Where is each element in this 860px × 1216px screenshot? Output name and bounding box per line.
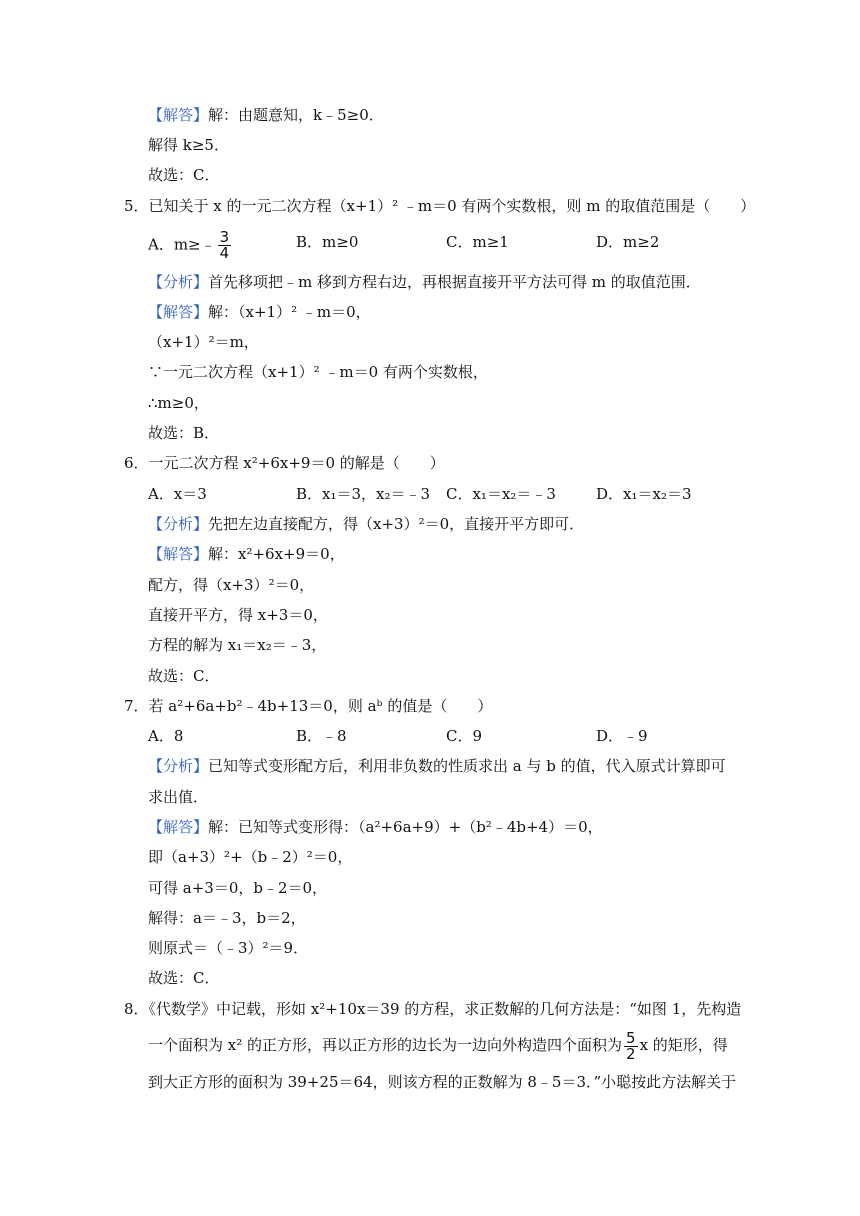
q7-stem: 7．若 a²+6a+b²﹣4b+13＝0，则 aᵇ 的值是（ ） [124,697,493,715]
q6-option-a: A．x＝3 [148,485,207,503]
q4-solve-line: 解得 k≥5． [148,136,229,154]
q6-step-line: 配方，得（x+3）²＝0， [148,576,315,594]
q6-step-line: 方程的解为 x₁＝x₂＝﹣3， [148,636,327,654]
q6-option-b: B．x₁＝3，x₂＝﹣3 [296,485,431,503]
q8-line-3: 到大正方形的面积为 39+25＝64，则该方程的正数解为 8﹣5＝3．”小聪按此方法解关于 [148,1073,737,1091]
answer-tag: 【解答】 [148,303,209,321]
q7-step-line: 可得 a+3＝0，b﹣2＝0， [148,879,328,897]
q8-line-2 [148,1028,728,1063]
q4-answer-line [148,105,384,125]
answer-tag: 【解答】 [148,818,209,836]
q8-line-1: 8．《代数学》中记载，形如 x²+10x＝39 的方程，求正数解的几何方法是：“如图 1，先构造 [124,1000,742,1018]
q5-step-line: ∵一元二次方程（x+1）² ﹣m＝0 有两个实数根， [148,363,488,381]
q4-choose-line: 故选：C． [148,166,220,184]
q6-option-d: D．x₁＝x₂＝3 [596,485,692,503]
q5-analysis-text: 首先移项把﹣m 移到方程右边，再根据直接开平方法可得 m 的取值范围． [208,273,701,291]
q7-option-d: D．﹣9 [596,727,648,745]
q7-option-a: A．8 [148,727,184,745]
q7-analysis-cont: 求出值． [148,788,209,806]
q6-answer [148,544,345,564]
q5-answer [148,302,371,322]
q7-option-b: B．﹣8 [296,727,347,745]
analysis-tag: 【分析】 [148,757,209,775]
fraction-denominator: 2 [626,1044,636,1063]
q7-step-line: 解得：a＝﹣3，b＝2， [148,909,306,927]
q6-step-line: 直接开平方，得 x+3＝0， [148,606,328,624]
analysis-tag: 【分析】 [148,273,209,291]
q6-answer-text: 解：x²+6x+9＝0， [208,545,345,563]
q6-step-line: 故选：C． [148,667,220,685]
q5-option-d: D．m≥2 [596,233,660,251]
q5-option-c: C．m≥1 [446,233,509,251]
q5-answer-text: 解：（x+1）² ﹣m＝0， [208,303,371,321]
q7-analysis-text: 已知等式变形配方后，利用非负数的性质求出 a 与 b 的值，代入原式计算即可 [208,757,726,775]
q5-option-a-text: A．m≥﹣ [148,235,216,254]
q5-option-b: B．m≥0 [296,233,359,251]
q7-option-c: C．9 [446,727,483,745]
q7-step-line: 则原式＝（﹣3）²＝9． [148,939,309,957]
fraction [218,230,232,261]
q6-analysis [148,514,584,534]
fraction-numerator: 3 [219,228,230,246]
answer-tag: 【解答】 [148,106,209,124]
fraction [624,1028,638,1063]
q7-answer-text: 解：已知等式变形得：（a²+6a+9）+（b²﹣4b+4）＝0， [208,818,603,836]
fraction-denominator: 4 [219,244,230,262]
answer-tag: 【解答】 [148,545,209,563]
q5-step-line: ∴m≥0， [148,394,209,412]
q8-line-2-a: 一个面积为 x² 的正方形，再以正方形的边长为一边向外构造四个面积为 [148,1036,623,1054]
analysis-tag: 【分析】 [148,515,209,533]
q7-analysis [148,756,726,776]
q5-option-a [148,230,233,261]
q5-step-line: （x+1）²＝m， [148,333,259,351]
q6-analysis-text: 先把左边直接配方，得（x+3）²＝0，直接开平方即可． [208,515,585,533]
q8-line-2-b: x 的矩形，得 [639,1036,728,1054]
q4-answer-text: 解：由题意知，k﹣5≥0． [208,106,384,124]
q6-option-c: C．x₁＝x₂＝﹣3 [446,485,556,503]
fraction-numerator: 5 [626,1028,636,1047]
q5-stem: 5．已知关于 x 的一元二次方程（x+1）² ﹣m＝0 有两个实数根，则 m 的取值范围是（ ） [124,197,756,215]
q5-analysis [148,272,701,292]
q7-step-line: 即（a+3）²+（b﹣2）²＝0， [148,848,353,866]
q7-step-line: 故选：C． [148,969,220,987]
q6-stem: 6．一元二次方程 x²+6x+9＝0 的解是（ ） [124,454,445,472]
q5-step-line: 故选：B． [148,424,220,442]
q7-answer [148,817,603,837]
